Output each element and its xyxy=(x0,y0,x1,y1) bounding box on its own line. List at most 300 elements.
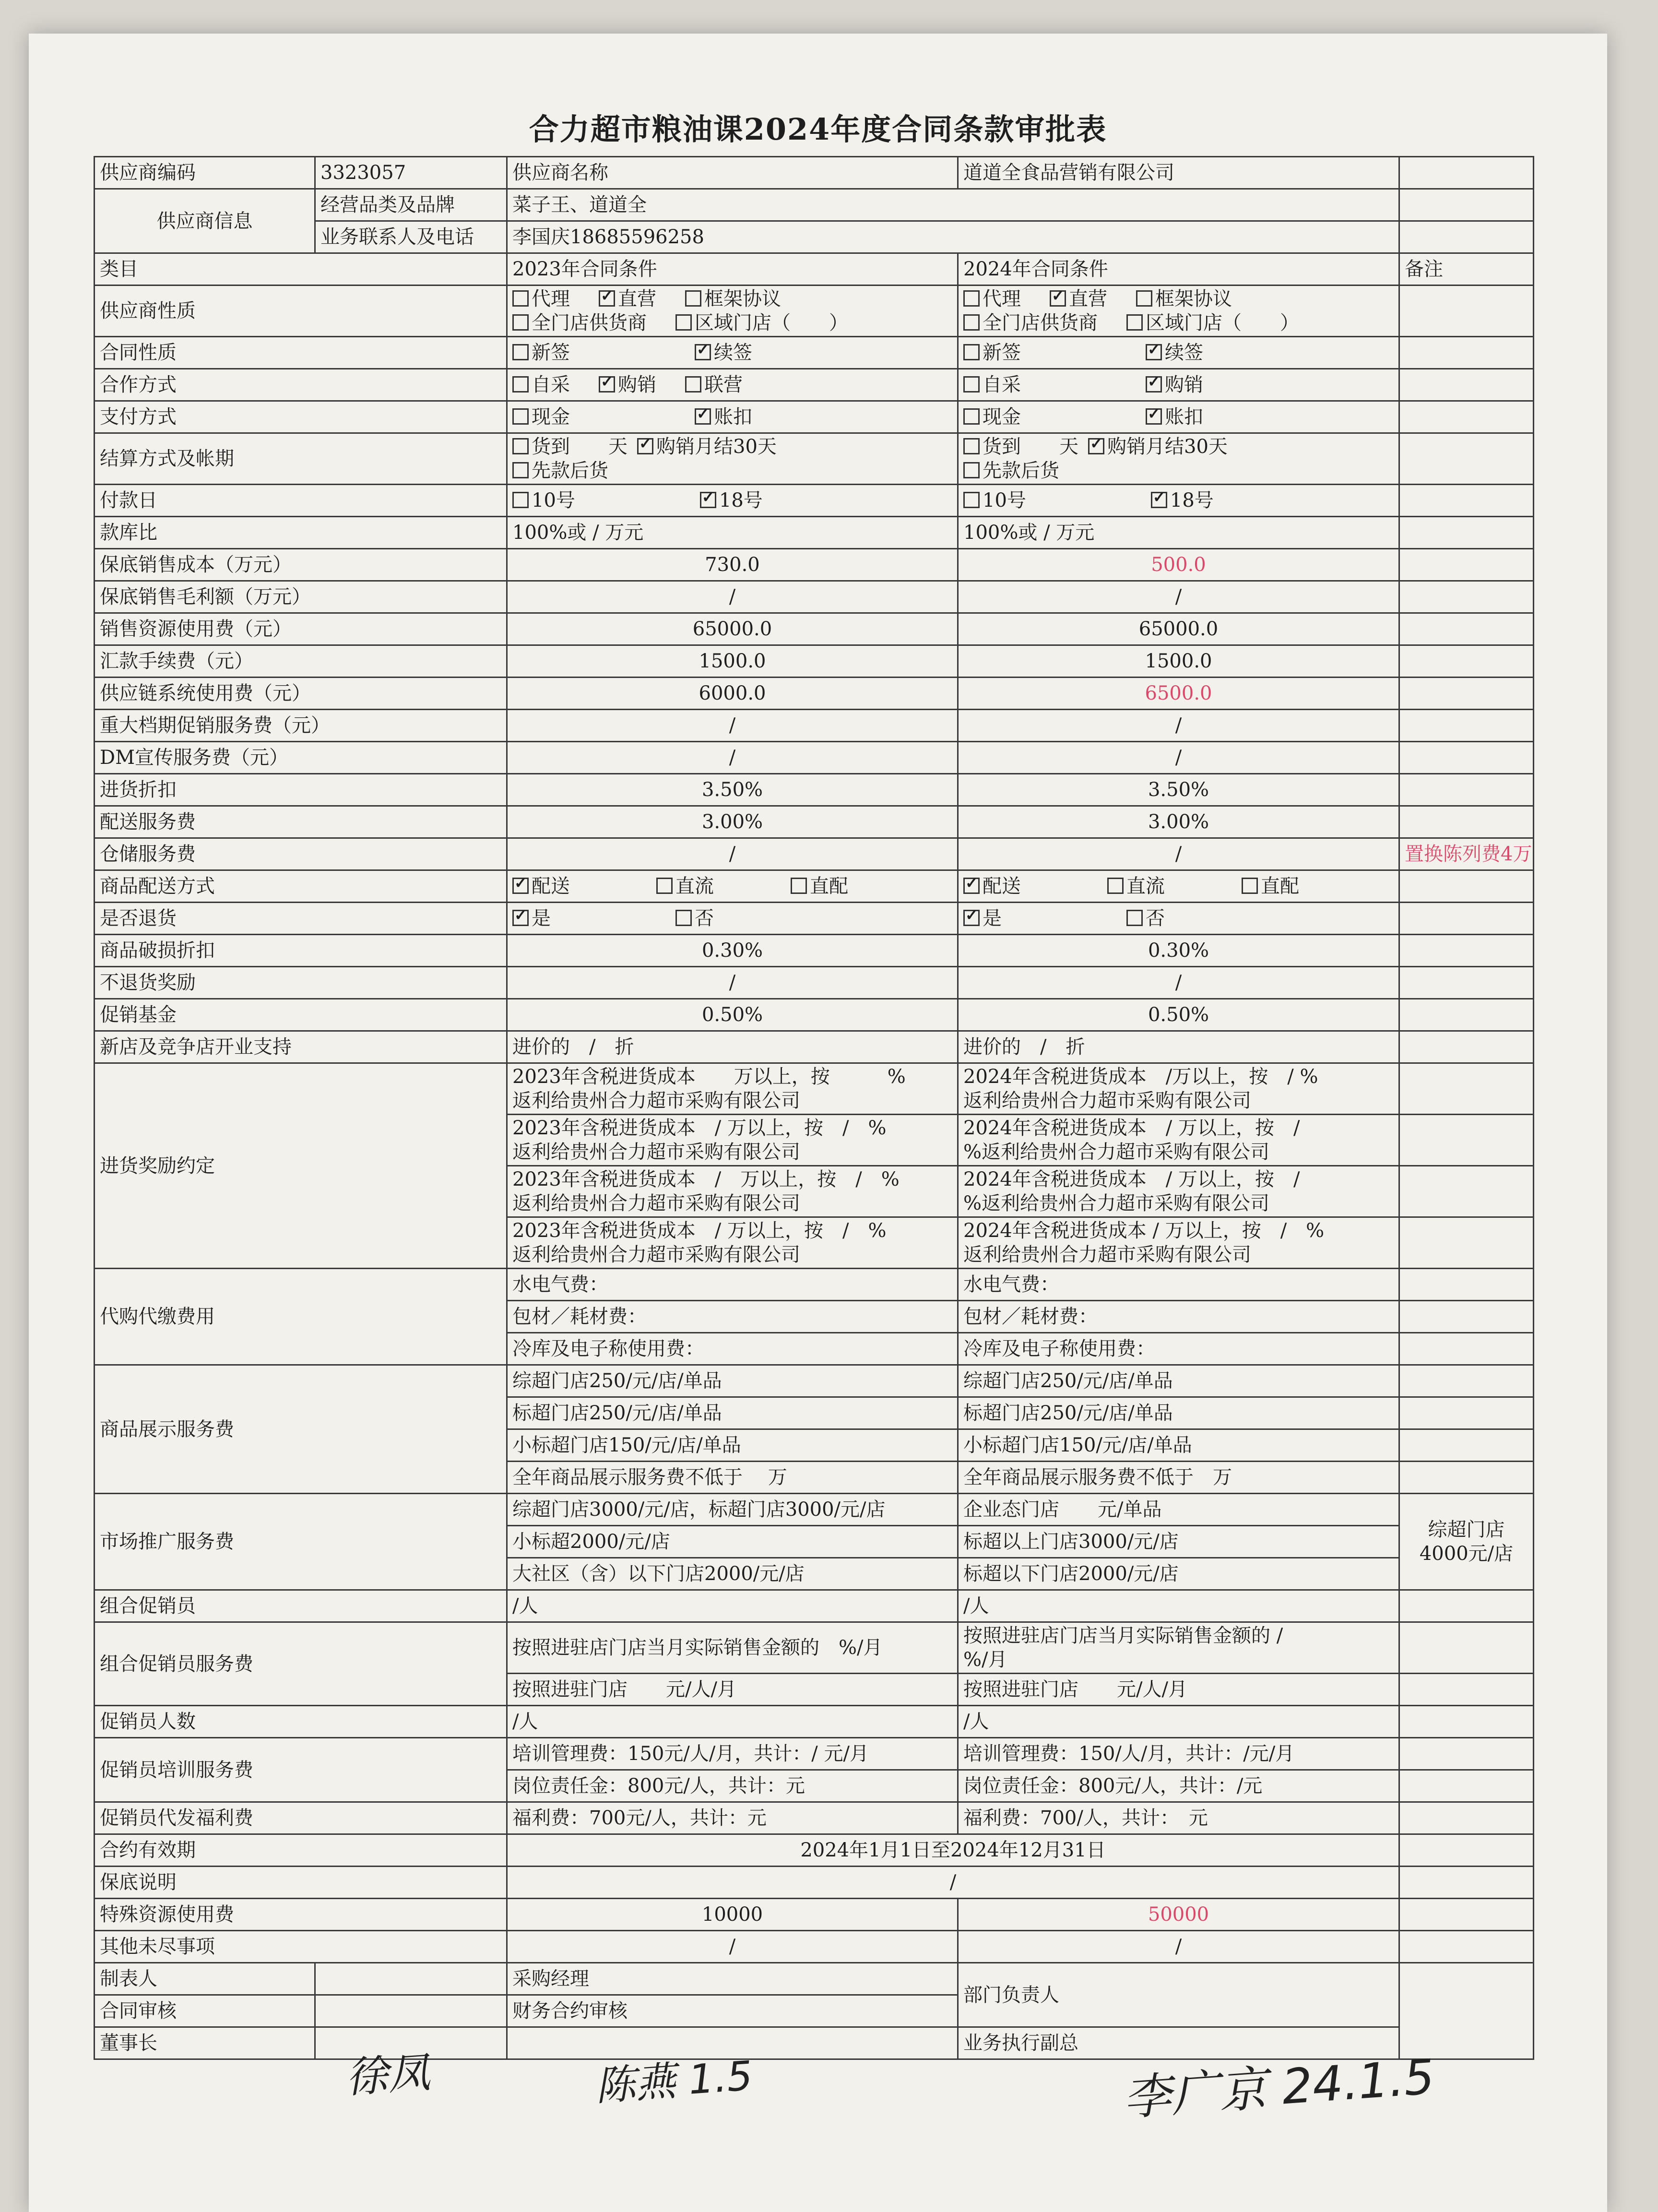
row-other xyxy=(95,1931,1534,1963)
option-gouxiao: 购销 xyxy=(1165,374,1203,396)
finance-label: 财务合约审核 xyxy=(507,1995,958,2027)
option-18hao: 18号 xyxy=(1170,489,1214,511)
checkbox-quyu[interactable] xyxy=(1126,314,1143,331)
blank-cell xyxy=(1399,1462,1534,1494)
checkbox-zhiliu[interactable] xyxy=(656,878,673,894)
option-18hao: 18号 xyxy=(719,489,763,511)
option-yuejie: 购销月结30天 xyxy=(656,436,777,458)
row-delivery-fee xyxy=(95,806,1534,838)
reward-line: %返利给贵州合力超市采购有限公司 xyxy=(963,1192,1270,1214)
blank-cell xyxy=(1399,1622,1534,1674)
row-promoter-count xyxy=(95,1706,1534,1738)
blank-cell xyxy=(1399,999,1534,1031)
brand-value: 菜子王、道道全 xyxy=(507,189,1399,221)
blank-cell xyxy=(1399,742,1534,774)
blank-cell xyxy=(1399,1365,1534,1397)
row-min-margin xyxy=(95,581,1534,613)
display-2024-3: 小标超门店150/元/店/单品 xyxy=(958,1429,1399,1462)
row-contract-nature xyxy=(95,337,1534,369)
remit-fee-label: 汇款手续费（元） xyxy=(95,645,507,678)
other-2023: / xyxy=(507,1931,958,1963)
row-settle xyxy=(95,433,1534,485)
agency-2024-3: 冷库及电子称使用费： xyxy=(958,1333,1399,1365)
min-margin-label: 保底销售毛利额（万元） xyxy=(95,581,507,613)
training-fee-label: 促销员培训服务费 xyxy=(95,1738,507,1802)
row-market-1 xyxy=(95,1494,1534,1526)
min-cost-label: 保底销售成本（万元） xyxy=(95,549,507,581)
contract-nature-label: 合同性质 xyxy=(95,337,507,369)
row-no-return-reward xyxy=(95,967,1534,999)
pay-day-2024 xyxy=(958,485,1399,517)
checkbox-10hao[interactable] xyxy=(512,492,529,508)
remarks-header: 备注 xyxy=(1399,253,1534,285)
row-new-store xyxy=(95,1031,1534,1063)
option-xuqian: 续签 xyxy=(714,342,752,364)
dept-head-label: 部门负责人 xyxy=(958,1963,1399,2027)
review-signature-cell[interactable] xyxy=(315,1995,507,2027)
ratio-2024: 100%或 / 万元 xyxy=(958,517,1399,549)
coop-2023 xyxy=(507,369,958,401)
promo-fee-label: 重大档期促销服务费（元） xyxy=(95,710,507,742)
reward-line: 2024年含税进货成本 /万以上，按 / % xyxy=(963,1066,1318,1088)
coop-2024 xyxy=(958,369,1399,401)
option-huodao: 货到 天 xyxy=(532,436,628,458)
row-column-headers xyxy=(95,253,1534,285)
checkbox-fou[interactable] xyxy=(1126,910,1143,926)
row-pay xyxy=(95,401,1534,433)
market-2024-2: 标超以上门店3000/元/店 xyxy=(958,1526,1399,1558)
supplier-name: 道道全食品营销有限公司 xyxy=(958,157,1399,189)
purchase-reward-label: 进货奖励约定 xyxy=(95,1063,507,1269)
checkbox-18hao[interactable] xyxy=(700,492,716,508)
checkbox-gouxiao[interactable] xyxy=(1146,376,1162,392)
blank-cell xyxy=(1399,1899,1534,1931)
training-2024-2: 岗位责任金：800元/人，共计：/元 xyxy=(958,1770,1399,1802)
checkbox-xuqian[interactable] xyxy=(1146,344,1162,360)
contact-label: 业务联系人及电话 xyxy=(315,221,507,253)
row-validity xyxy=(95,1834,1534,1867)
checkbox-18hao[interactable] xyxy=(1151,492,1167,508)
reward-line: 返利给贵州合力超市采购有限公司 xyxy=(512,1090,800,1112)
validity-label: 合约有效期 xyxy=(95,1834,507,1867)
blank-cell xyxy=(1399,369,1534,401)
other-2024: / xyxy=(958,1931,1399,1963)
checkbox-xianjin[interactable] xyxy=(963,408,980,425)
reward-2023-1 xyxy=(507,1063,958,1115)
discount-2023: 3.50% xyxy=(507,774,958,806)
blank-cell xyxy=(1399,1301,1534,1333)
training-2023-1: 培训管理费：150元/人/月，共计：/ 元/月 xyxy=(507,1738,958,1770)
supplier-code-label: 供应商编码 xyxy=(95,157,315,189)
training-2023-2: 岗位责任金：800元/人，共计：元 xyxy=(507,1770,958,1802)
checkbox-shi[interactable] xyxy=(512,910,529,926)
promo-fund-2024: 0.50% xyxy=(958,999,1399,1031)
combo-fee-2024-2: 按照进驻门店 元/人/月 xyxy=(958,1674,1399,1706)
option-fou: 否 xyxy=(695,907,714,929)
row-agency-1 xyxy=(95,1269,1534,1301)
option-quanmendian: 全门店供货商 xyxy=(983,312,1098,334)
checkbox-xinqian[interactable] xyxy=(963,344,980,360)
option-zhipei: 直配 xyxy=(810,875,848,897)
display-2023-3: 小标超门店150/元/店/单品 xyxy=(507,1429,958,1462)
checkbox-lianying[interactable] xyxy=(685,376,701,392)
option-quyu: 区域门店（ ） xyxy=(695,312,848,334)
delivery-mode-2023 xyxy=(507,870,958,903)
pay-label: 支付方式 xyxy=(95,401,507,433)
checkbox-xiankuan[interactable] xyxy=(512,462,529,478)
checkbox-quanmendian[interactable] xyxy=(512,314,529,331)
reward-line: 2023年含税进货成本 / 万以上，按 / % xyxy=(512,1220,887,1242)
row-welfare xyxy=(95,1802,1534,1834)
min-margin-2024: / xyxy=(958,581,1399,613)
promo-fee-2024: / xyxy=(958,710,1399,742)
return-label: 是否退货 xyxy=(95,903,507,935)
option-lianying: 联营 xyxy=(704,374,743,396)
purchase-mgr-label: 采购经理 xyxy=(507,1963,958,1995)
checkbox-yuejie[interactable] xyxy=(637,438,653,454)
no-return-reward-2024: / xyxy=(958,967,1399,999)
checkbox-huodao[interactable] xyxy=(512,438,529,454)
combo-promoter-label: 组合促销员 xyxy=(95,1590,507,1622)
row-promo-fund xyxy=(95,999,1534,1031)
row-sign-1 xyxy=(95,1963,1534,1995)
option-shi: 是 xyxy=(532,907,551,929)
remit-fee-2023: 1500.0 xyxy=(507,645,958,678)
agency-2024-1: 水电气费： xyxy=(958,1269,1399,1301)
validity-value: 2024年1月1日至2024年12月31日 xyxy=(507,1834,1399,1867)
blank-cell xyxy=(1399,1063,1534,1115)
blank-cell xyxy=(1399,1770,1534,1802)
pay-2024 xyxy=(958,401,1399,433)
guarantee-value: / xyxy=(507,1867,1399,1899)
dm-fee-2023: / xyxy=(507,742,958,774)
checkbox-huodao[interactable] xyxy=(963,438,980,454)
blank-cell xyxy=(1399,710,1534,742)
option-zhangkou: 账扣 xyxy=(1165,406,1203,428)
supplier-name-label: 供应商名称 xyxy=(507,157,958,189)
blank-cell xyxy=(1399,774,1534,806)
special-fee-2023: 10000 xyxy=(507,1899,958,1931)
reward-line: 返利给贵州合力超市采购有限公司 xyxy=(963,1244,1251,1266)
blank-cell xyxy=(1399,401,1534,433)
blank-cell xyxy=(1399,1217,1534,1269)
combo-fee-line: %/月 xyxy=(963,1649,1007,1671)
reward-2024-4 xyxy=(958,1217,1399,1269)
blank-cell xyxy=(1399,1867,1534,1899)
checkbox-peisong[interactable] xyxy=(512,878,529,894)
promo-fund-label: 促销基金 xyxy=(95,999,507,1031)
checkbox-zhangkou[interactable] xyxy=(1146,408,1162,425)
nature-2023 xyxy=(507,285,958,337)
blank-cell xyxy=(1399,1674,1534,1706)
reward-line: 返利给贵州合力超市采购有限公司 xyxy=(512,1244,800,1266)
reward-2024-2 xyxy=(958,1115,1399,1166)
training-2024-1: 培训管理费：150/人/月，共计：/元/月 xyxy=(958,1738,1399,1770)
settle-2024 xyxy=(958,433,1399,485)
resource-fee-2024: 65000.0 xyxy=(958,613,1399,645)
option-xianjin: 现金 xyxy=(983,406,1021,428)
category-header: 类目 xyxy=(95,253,507,285)
contract-nature-2024 xyxy=(958,337,1399,369)
agency-2023-2: 包材／耗材费： xyxy=(507,1301,958,1333)
option-10hao: 10号 xyxy=(983,489,1026,511)
row-brand xyxy=(95,189,1534,221)
option-zhangkou: 账扣 xyxy=(714,406,752,428)
delivery-fee-2023: 3.00% xyxy=(507,806,958,838)
row-resource-fee xyxy=(95,613,1534,645)
row-min-cost xyxy=(95,549,1534,581)
market-2024-3: 标超以下门店2000/元/店 xyxy=(958,1558,1399,1590)
nature-2024 xyxy=(958,285,1399,337)
blank-cell xyxy=(1399,549,1534,581)
option-daili: 代理 xyxy=(532,288,570,310)
combo-fee-2023-1: 按照进驻店门店当月实际销售金额的 %/月 xyxy=(507,1622,958,1674)
option-daili: 代理 xyxy=(983,288,1021,310)
scm-fee-2024: 6500.0 xyxy=(958,678,1399,710)
special-fee-2024: 50000 xyxy=(958,1899,1399,1931)
row-dm-fee xyxy=(95,742,1534,774)
option-zhiying: 直营 xyxy=(618,288,656,310)
agency-2023-3: 冷库及电子称使用费： xyxy=(507,1333,958,1365)
row-delivery-mode xyxy=(95,870,1534,903)
option-yuejie: 购销月结30天 xyxy=(1107,436,1228,458)
checkbox-10hao[interactable] xyxy=(963,492,980,508)
maker-label: 制表人 xyxy=(95,1963,315,1995)
checkbox-xiankuan[interactable] xyxy=(963,462,980,478)
combo-fee-2023-2: 按照进驻门店 元/人/月 xyxy=(507,1674,958,1706)
reward-line: 返利给贵州合力超市采购有限公司 xyxy=(512,1192,800,1214)
option-fou: 否 xyxy=(1146,907,1165,929)
blank-cell xyxy=(1399,1834,1534,1867)
combo-fee-2024-1 xyxy=(958,1622,1399,1674)
delivery-mode-2024 xyxy=(958,870,1399,903)
market-2023-2: 小标超2000/元/店 xyxy=(507,1526,958,1558)
row-scm-fee xyxy=(95,678,1534,710)
blank-cell xyxy=(1399,645,1534,678)
display-2023-1: 综超门店250/元/店/单品 xyxy=(507,1365,958,1397)
guarantee-label: 保底说明 xyxy=(95,1867,507,1899)
promoter-count-2024: /人 xyxy=(958,1706,1399,1738)
checkbox-peisong[interactable] xyxy=(963,878,980,894)
checkbox-zhiliu[interactable] xyxy=(1107,878,1124,894)
option-xiankuan: 先款后货 xyxy=(532,460,608,482)
paper-sheet xyxy=(29,34,1607,2212)
blank-cell xyxy=(1399,1706,1534,1738)
reward-line: 返利给贵州合力超市采购有限公司 xyxy=(512,1141,800,1163)
option-zicai: 自采 xyxy=(532,374,570,396)
agency-2024-2: 包材／耗材费： xyxy=(958,1301,1399,1333)
pay-day-2023 xyxy=(507,485,958,517)
option-zhiying: 直营 xyxy=(1069,288,1107,310)
remit-fee-2024: 1500.0 xyxy=(958,645,1399,678)
checkbox-quanmendian[interactable] xyxy=(963,314,980,331)
checkbox-shi[interactable] xyxy=(963,910,980,926)
checkbox-xuqian[interactable] xyxy=(695,344,711,360)
combo-promoter-2023: /人 xyxy=(507,1590,958,1622)
option-quanmendian: 全门店供货商 xyxy=(532,312,647,334)
blank-cell xyxy=(1399,1931,1534,1963)
new-store-label: 新店及竞争店开业支持 xyxy=(95,1031,507,1063)
brand-label: 经营品类及品牌 xyxy=(315,189,507,221)
reward-line: %返利给贵州合力超市采购有限公司 xyxy=(963,1141,1270,1163)
blank-cell xyxy=(1399,1333,1534,1365)
contact-value: 李国庆18685596258 xyxy=(507,221,1399,253)
row-combo-promoter xyxy=(95,1590,1534,1622)
row-pay-day xyxy=(95,485,1534,517)
dept-head-signature: 李广京 24.1.5 xyxy=(1121,2048,1436,2127)
ratio-2023: 100%或 / 万元 xyxy=(507,517,958,549)
blank-cell xyxy=(1399,935,1534,967)
row-damage xyxy=(95,935,1534,967)
other-label: 其他未尽事项 xyxy=(95,1931,507,1963)
checkbox-zhiying[interactable] xyxy=(599,290,615,307)
min-margin-2023: / xyxy=(507,581,958,613)
promo-fund-2023: 0.50% xyxy=(507,999,958,1031)
review-label: 合同审核 xyxy=(95,1995,315,2027)
checkbox-zicai[interactable] xyxy=(512,376,529,392)
blank-cell xyxy=(1399,1590,1534,1622)
contract-nature-2023 xyxy=(507,337,958,369)
display-2024-1: 综超门店250/元/店/单品 xyxy=(958,1365,1399,1397)
welfare-fee-label: 促销员代发福利费 xyxy=(95,1802,507,1834)
new-store-2023: 进价的 / 折 xyxy=(507,1031,958,1063)
y2024-header: 2024年合同条件 xyxy=(958,253,1399,285)
checkbox-daili[interactable] xyxy=(963,290,980,307)
settle-label: 结算方式及帐期 xyxy=(95,433,507,485)
row-supplier-code xyxy=(95,157,1534,189)
no-return-reward-label: 不退货奖励 xyxy=(95,967,507,999)
row-discount xyxy=(95,774,1534,806)
reward-2024-3 xyxy=(958,1166,1399,1217)
checkbox-gouxiao[interactable] xyxy=(599,376,615,392)
row-ratio xyxy=(95,517,1534,549)
row-return xyxy=(95,903,1534,935)
reward-2023-2 xyxy=(507,1115,958,1166)
blank-cell xyxy=(1399,581,1534,613)
option-zhiliu: 直流 xyxy=(675,875,714,897)
market-2024-1: 企业态门店 元/单品 xyxy=(958,1494,1399,1526)
market-remark: 综超门店4000元/店 xyxy=(1399,1494,1534,1590)
reward-line: 2023年含税进货成本 / 万以上，按 / % xyxy=(512,1117,887,1139)
reward-line: 2023年含税进货成本 / 万以上，按 / % xyxy=(512,1168,900,1190)
storage-fee-2024: / xyxy=(958,838,1399,870)
agency-2023-1: 水电气费： xyxy=(507,1269,958,1301)
pay-2023 xyxy=(507,401,958,433)
delivery-fee-label: 配送服务费 xyxy=(95,806,507,838)
special-fee-label: 特殊资源使用费 xyxy=(95,1899,507,1931)
checkbox-zicai[interactable] xyxy=(963,376,980,392)
option-xinqian: 新签 xyxy=(532,342,570,364)
row-guarantee xyxy=(95,1867,1534,1899)
checkbox-kuangjia[interactable] xyxy=(1136,290,1152,307)
supplier-code: 3323057 xyxy=(315,157,507,189)
option-xuqian: 续签 xyxy=(1165,342,1203,364)
vp-label: 业务执行副总 xyxy=(958,2027,1399,2059)
checkbox-zhangkou[interactable] xyxy=(695,408,711,425)
market-fee-label: 市场推广服务费 xyxy=(95,1494,507,1590)
dm-fee-2024: / xyxy=(958,742,1399,774)
row-special-fee xyxy=(95,1899,1534,1931)
checkbox-xianjin[interactable] xyxy=(512,408,529,425)
row-storage-fee xyxy=(95,838,1534,870)
option-zhiliu: 直流 xyxy=(1126,875,1165,897)
checkbox-xinqian[interactable] xyxy=(512,344,529,360)
coop-label: 合作方式 xyxy=(95,369,507,401)
checkbox-daili[interactable] xyxy=(512,290,529,307)
row-training-1 xyxy=(95,1738,1534,1770)
settle-2023 xyxy=(507,433,958,485)
header-blank xyxy=(1399,157,1534,189)
promoter-count-label: 促销员人数 xyxy=(95,1706,507,1738)
option-gouxiao: 购销 xyxy=(618,374,656,396)
option-zicai: 自采 xyxy=(983,374,1021,396)
blank-cell xyxy=(1399,967,1534,999)
checkbox-zhipei[interactable] xyxy=(1242,878,1258,894)
blank-cell xyxy=(1399,1031,1534,1063)
min-cost-2024: 500.0 xyxy=(958,549,1399,581)
return-2023 xyxy=(507,903,958,935)
row-display-1 xyxy=(95,1365,1534,1397)
storage-remark: 置换陈列费4万 xyxy=(1399,838,1534,870)
blank-cell xyxy=(1399,1397,1534,1429)
checkbox-zhiying[interactable] xyxy=(1050,290,1066,307)
option-peisong: 配送 xyxy=(983,875,1021,897)
option-xianjin: 现金 xyxy=(532,406,570,428)
market-2023-3: 大社区（含）以下门店2000/元/店 xyxy=(507,1558,958,1590)
blank-cell xyxy=(1399,1429,1534,1462)
display-2023-2: 标超门店250/元/店/单品 xyxy=(507,1397,958,1429)
checkbox-zhipei[interactable] xyxy=(791,878,807,894)
checkbox-kuangjia[interactable] xyxy=(685,290,701,307)
blank-cell xyxy=(1399,485,1534,517)
option-xiankuan: 先款后货 xyxy=(983,460,1059,482)
nature-label: 供应商性质 xyxy=(95,285,507,337)
row-nature xyxy=(95,285,1534,337)
option-xinqian: 新签 xyxy=(983,342,1021,364)
chairman-label: 董事长 xyxy=(95,2027,315,2059)
combo-promoter-2024: /人 xyxy=(958,1590,1399,1622)
discount-2024: 3.50% xyxy=(958,774,1399,806)
row-combo-fee-1 xyxy=(95,1622,1534,1674)
display-2023-4: 全年商品展示服务费不低于 万 xyxy=(507,1462,958,1494)
option-huodao: 货到 天 xyxy=(983,436,1078,458)
checkbox-fou[interactable] xyxy=(675,910,692,926)
maker-signature-cell[interactable] xyxy=(315,1963,507,1995)
row-reward-1 xyxy=(95,1063,1534,1115)
option-quyu: 区域门店（ ） xyxy=(1146,312,1299,334)
scm-fee-2023: 6000.0 xyxy=(507,678,958,710)
row-coop xyxy=(95,369,1534,401)
blank-cell xyxy=(1399,517,1534,549)
pay-day-label: 付款日 xyxy=(95,485,507,517)
maker-signature: 徐凤 xyxy=(344,2047,432,2103)
blank-cell xyxy=(1399,678,1534,710)
storage-fee-label: 仓储服务费 xyxy=(95,838,507,870)
supplier-info-label: 供应商信息 xyxy=(95,189,315,253)
dm-fee-label: DM宣传服务费（元） xyxy=(95,742,507,774)
display-2024-4: 全年商品展示服务费不低于 万 xyxy=(958,1462,1399,1494)
no-return-reward-2023: / xyxy=(507,967,958,999)
reward-line: 2024年含税进货成本 / 万以上，按 / % xyxy=(963,1220,1325,1242)
blank-cell xyxy=(1399,1166,1534,1217)
checkbox-yuejie[interactable] xyxy=(1088,438,1104,454)
checkbox-quyu[interactable] xyxy=(675,314,692,331)
scm-fee-label: 供应链系统使用费（元） xyxy=(95,678,507,710)
blank-cell xyxy=(1399,613,1534,645)
blank-cell xyxy=(1399,1269,1534,1301)
reward-2024-1 xyxy=(958,1063,1399,1115)
welfare-2024: 福利费：700/人，共计： 元 xyxy=(958,1802,1399,1834)
